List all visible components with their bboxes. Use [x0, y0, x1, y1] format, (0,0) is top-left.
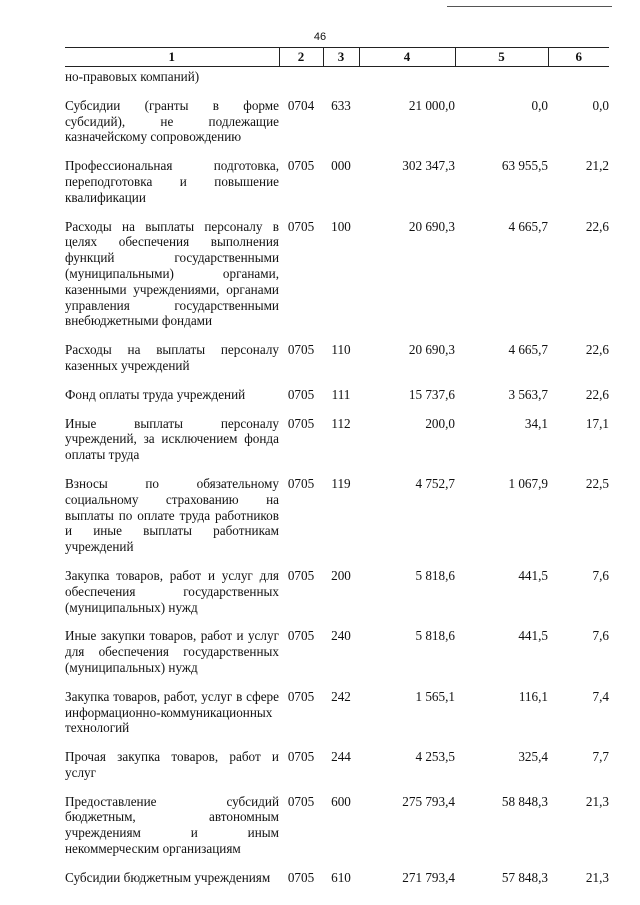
table-row	[65, 740, 609, 785]
row-plan: 20 690,3	[408, 342, 455, 358]
row-expense-type: 240	[331, 628, 351, 644]
row-section-code: 0705	[287, 749, 315, 765]
row-section-code: 0705	[287, 158, 315, 174]
row-percent: 7,6	[592, 628, 609, 644]
row-plan: 275 793,4	[402, 793, 455, 809]
row-name: Расходы на выплаты персоналу казенных учреждений	[65, 342, 279, 373]
row-expense-type: 600	[331, 793, 351, 809]
table-row	[65, 619, 609, 679]
row-plan: 5 818,6	[415, 567, 455, 583]
row-name: Взносы по обязательному социальному страхованию на выплаты по оплате труда работников и иные выплаты работникам учреждений	[65, 475, 279, 555]
column-header-2: 2	[279, 48, 323, 67]
row-section-code: 0705	[287, 342, 315, 358]
row-expense-type: 110	[331, 342, 351, 358]
row-actual: 34,1	[524, 415, 548, 431]
row-expense-type: 111	[331, 386, 351, 402]
top-rule	[447, 6, 612, 7]
row-expense-type: 200	[331, 567, 351, 583]
column-header-1: 1	[65, 48, 279, 67]
row-name: Иные закупки товаров, работ и услуг для обеспечения государственных (муниципальных) нужд	[65, 628, 279, 675]
table-row	[65, 467, 609, 559]
row-percent: 7,6	[592, 567, 609, 583]
row-section-code: 0705	[287, 793, 315, 809]
row-actual: 4 665,7	[508, 342, 548, 358]
row-plan: 4 752,7	[415, 475, 455, 491]
row-actual: 116,1	[518, 688, 548, 704]
row-plan: 21 000,0	[408, 97, 455, 113]
row-actual: 58 848,3	[501, 793, 548, 809]
row-expense-type: 610	[331, 869, 351, 885]
row-actual: 441,5	[518, 628, 548, 644]
row-actual: 1 067,9	[508, 475, 548, 491]
row-expense-type: 112	[331, 415, 351, 431]
row-name: Профессиональная подготовка, переподготовка и повышение квалификации	[65, 158, 279, 205]
row-name: Иные выплаты персоналу учреждений, за исключением фонда оплаты труда	[65, 415, 279, 463]
row-expense-type: 119	[331, 475, 351, 491]
column-header-6: 6	[548, 48, 609, 67]
row-percent: 22,5	[585, 475, 609, 491]
row-actual: 63 955,5	[501, 158, 548, 174]
row-plan: 4 253,5	[415, 749, 455, 765]
row-expense-type: 244	[331, 749, 351, 765]
row-expense-type: 633	[331, 97, 351, 113]
column-header-5: 5	[455, 48, 548, 67]
row-actual: 0,0	[531, 97, 548, 113]
table-row	[65, 89, 609, 149]
row-plan: 15 737,6	[408, 386, 455, 402]
row-expense-type: 242	[331, 688, 351, 704]
row-section-code: 0705	[287, 628, 315, 644]
row-name: Субсидии (гранты в форме субсидий), не подлежащие казначейскому сопровождению	[65, 97, 279, 145]
continuation-text: но-правовых компаний)	[65, 69, 200, 84]
row-actual: 4 665,7	[508, 218, 548, 234]
row-section-code: 0705	[287, 218, 315, 234]
row-plan: 200,0	[425, 415, 455, 431]
row-section-code: 0705	[287, 869, 315, 885]
row-percent: 22,6	[585, 342, 609, 358]
table-row	[65, 407, 609, 467]
row-expense-type: 000	[331, 158, 351, 174]
row-plan: 20 690,3	[408, 218, 455, 234]
table-row	[65, 785, 609, 861]
row-plan: 302 347,3	[402, 158, 455, 174]
row-percent: 7,4	[592, 688, 609, 704]
table-row	[65, 861, 609, 890]
row-section-code: 0705	[287, 475, 315, 491]
row-section-code: 0704	[287, 97, 315, 113]
row-name: Предоставление субсидий бюджетным, автономным учреждениям и иным некоммерческим организациям	[65, 793, 279, 857]
row-section-code: 0705	[287, 688, 315, 704]
row-actual: 325,4	[518, 749, 548, 765]
row-actual: 441,5	[518, 567, 548, 583]
table-row	[65, 210, 609, 334]
row-plan: 1 565,1	[415, 688, 455, 704]
row-percent: 21,3	[585, 793, 609, 809]
row-actual: 57 848,3	[501, 869, 548, 885]
row-section-code: 0705	[287, 386, 315, 402]
row-section-code: 0705	[287, 567, 315, 583]
table-row	[65, 378, 609, 407]
row-percent: 21,3	[585, 869, 609, 885]
table-header-row	[65, 48, 609, 67]
row-plan: 271 793,4	[402, 869, 455, 885]
column-header-3: 3	[323, 48, 359, 67]
row-name: Прочая закупка товаров, работ и услуг	[65, 749, 279, 780]
row-percent: 22,6	[585, 386, 609, 402]
budget-table	[65, 47, 609, 890]
row-percent: 7,7	[592, 749, 609, 765]
row-actual: 3 563,7	[508, 386, 548, 402]
row-expense-type: 100	[331, 218, 351, 234]
row-percent: 21,2	[585, 158, 609, 174]
row-percent: 22,6	[585, 218, 609, 234]
row-name: Фонд оплаты труда учреждений	[65, 386, 246, 402]
table-row-continuation	[65, 67, 609, 89]
table-row	[65, 559, 609, 619]
row-name: Расходы на выплаты персоналу в целях обеспечения выполнения функций государственными (муниципальными) органами, казенными учреждениями, органами управления государственными внебюджетными фондами	[65, 218, 279, 329]
column-header-4: 4	[359, 48, 455, 67]
table-row	[65, 680, 609, 740]
row-plan: 5 818,6	[415, 628, 455, 644]
row-percent: 0,0	[592, 97, 609, 113]
row-percent: 17,1	[585, 415, 609, 431]
table-row	[65, 333, 609, 378]
row-name: Субсидии бюджетным учреждениям	[65, 869, 271, 885]
table-row	[65, 149, 609, 209]
page-number: 46	[313, 31, 327, 43]
row-name: Закупка товаров, работ и услуг для обеспечения государственных (муниципальных) нужд	[65, 567, 279, 615]
row-section-code: 0705	[287, 415, 315, 431]
row-name: Закупка товаров, работ, услуг в сфере информационно-коммуникационных технологий	[65, 688, 279, 736]
